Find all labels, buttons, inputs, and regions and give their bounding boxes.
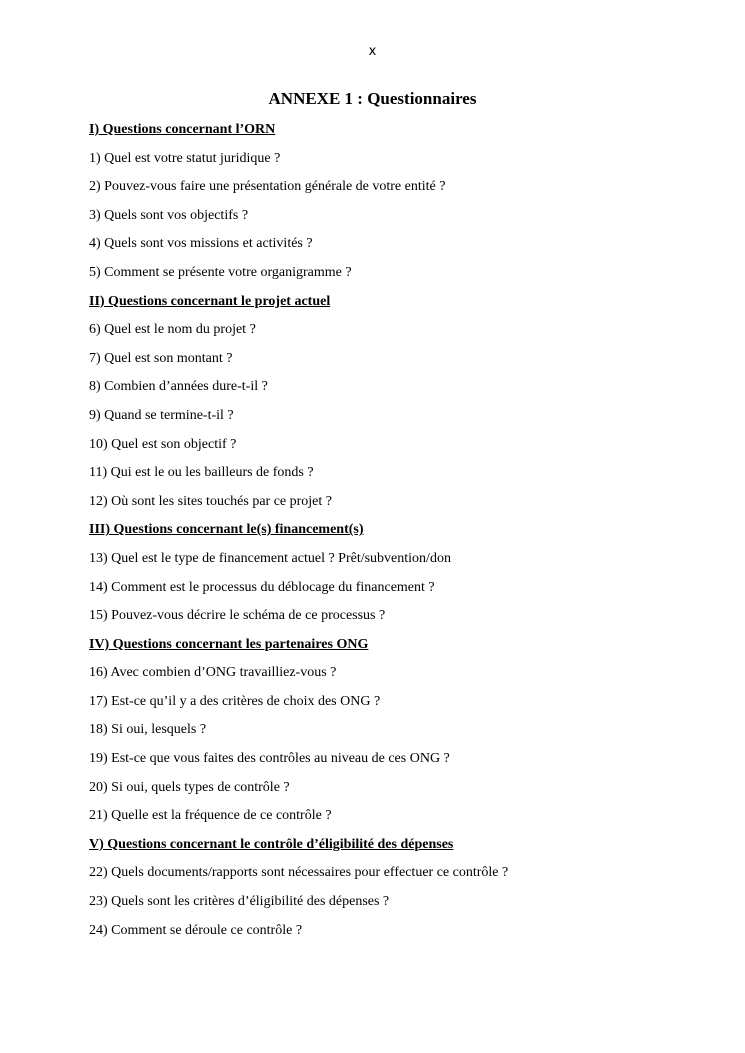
section-heading: II) Questions concernant le projet actuel (89, 293, 331, 309)
page-number: x (368, 44, 377, 59)
question-item: 15) Pouvez-vous décrire le schéma de ce processus ? (89, 608, 386, 624)
question-item: 2) Pouvez-vous faire une présentation générale de votre entité ? (89, 179, 446, 195)
question-item: 13) Quel est le type de financement actuel ? Prêt/subvention/don (89, 550, 451, 566)
question-item: 21) Quelle est la fréquence de ce contrôle ? (89, 808, 332, 824)
questionnaire-list (89, 120, 709, 949)
question-item: 17) Est-ce qu’il y a des critères de choix des ONG ? (89, 693, 381, 709)
question-item: 1) Quel est votre statut juridique ? (89, 150, 281, 166)
question-item: 7) Quel est son montant ? (89, 350, 233, 366)
question-item: 22) Quels documents/rapports sont nécessaires pour effectuer ce contrôle ? (89, 865, 509, 881)
question-item: 23) Quels sont les critères d’éligibilité des dépenses ? (89, 894, 390, 910)
question-item: 9) Quand se termine-t-il ? (89, 407, 234, 423)
question-item: 8) Combien d’années dure-t-il ? (89, 379, 268, 395)
question-item: 24) Comment se déroule ce contrôle ? (89, 922, 303, 938)
section-heading: I) Questions concernant l’ORN (89, 122, 276, 137)
section-heading: V) Questions concernant le contrôle d’éligibilité des dépenses (89, 836, 454, 852)
question-item: 16) Avec combien d’ONG travailliez-vous ? (89, 665, 337, 681)
question-item: 11) Qui est le ou les bailleurs de fonds ? (89, 465, 314, 481)
question-item: 10) Quel est son objectif ? (89, 436, 237, 452)
section-heading: III) Questions concernant le(s) financement(s) (89, 522, 364, 538)
question-item: 4) Quels sont vos missions et activités ? (89, 236, 313, 252)
question-item: 18) Si oui, lesquels ? (89, 722, 207, 738)
question-item: 19) Est-ce que vous faites des contrôles au niveau de ces ONG ? (89, 751, 450, 767)
document-title: ANNEXE 1 : Questionnaires (268, 89, 477, 108)
question-item: 14) Comment est le processus du déblocage du financement ? (89, 579, 435, 595)
question-item: 6) Quel est le nom du projet ? (89, 322, 256, 338)
question-item: 3) Quels sont vos objectifs ? (89, 207, 249, 223)
question-item: 5) Comment se présente votre organigramme ? (89, 264, 352, 280)
section-heading: IV) Questions concernant les partenaires ONG (89, 636, 369, 652)
question-item: 12) Où sont les sites touchés par ce projet ? (89, 493, 332, 509)
question-item: 20) Si oui, quels types de contrôle ? (89, 779, 290, 795)
